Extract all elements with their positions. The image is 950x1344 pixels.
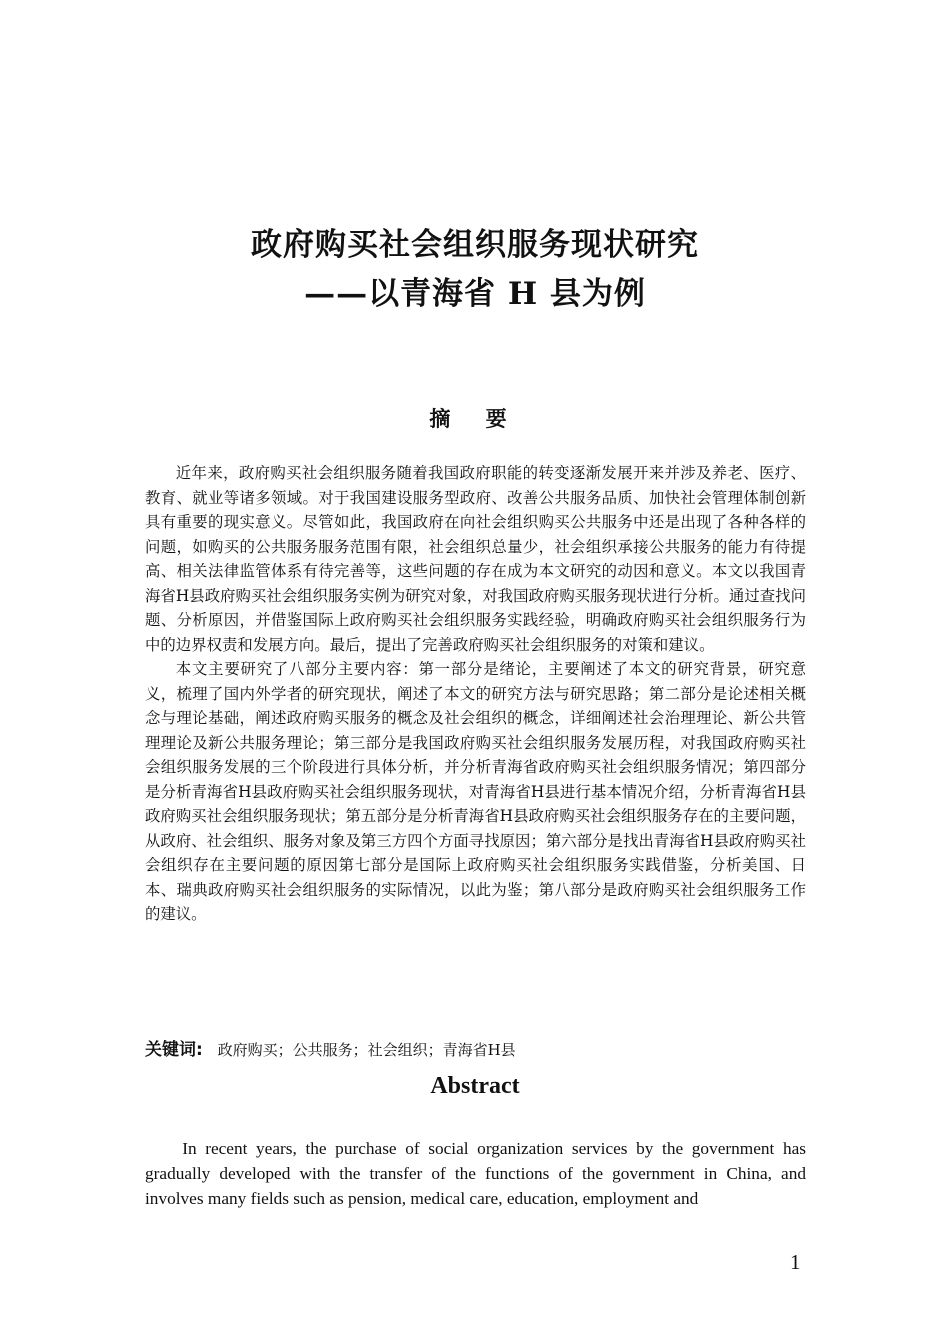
abstract-cn-body [145, 461, 806, 927]
title-line-2: ——以青海省 H 县为例 [304, 276, 646, 312]
abstract-en-body [145, 1136, 806, 1211]
title-line-1: 政府购买社会组织服务现状研究 [251, 227, 699, 263]
page-number: 1 [790, 1250, 801, 1274]
keywords-label: 关键词: [145, 1040, 203, 1060]
abstract-en-heading: Abstract [430, 1073, 520, 1099]
abstract-cn-paragraph-1: 近年来，政府购买社会组织服务随着我国政府职能的转变逐渐发展开来并涉及养老、医疗、教育、就业等诸多领域。对于我国建设服务型政府、改善公共服务品质、加快社会管理体制创新具有重要的现实意义。尽管如此，我国政府在向社会组织购买公共服务中还是出现了各种各样的问题，如购买的公共服务服务范围有限，社会组织总量少，社会组织承接公共服务的能力有待提高、相关法律监管体系有待完善等，这些问题的存在成为本文研究的动因和意义。本文以我国青海省H县政府购买社会组织服务实例为研究对象，对我国政府购买服务现状进行分析。通过查找问题、分析原因，并借鉴国际上政府购买社会组织服务实践经验，明确政府购买社会组织服务行为中的边界权责和发展方向。最后，提出了完善政府购买社会组织服务的对策和建议。 [145, 464, 806, 654]
keywords-line [145, 1038, 806, 1062]
abstract-cn-heading: 摘 要 [429, 406, 521, 431]
abstract-cn-paragraph-2: 本文主要研究了八部分主要内容：第一部分是绪论，主要阐述了本文的研究背景，研究意义，梳理了国内外学者的研究现状，阐述了本文的研究方法与研究思路；第二部分是论述相关概念与理论基础，阐述政府购买服务的概念及社会组织的概念，详细阐述社会治理理论、新公共管理理论及新公共服务理论；第三部分是我国政府购买社会组织服务发展历程，对我国政府购买社会组织服务发展的三个阶段进行具体分析，并分析青海省政府购买社会组织服务情况；第四部分是分析青海省H县政府购买社会组织服务现状，对青海省H县进行基本情况介绍，分析青海省H县政府购买社会组织服务现状；第五部分是分析青海省H县政府购买社会组织服务存在的主要问题，从政府、社会组织、服务对象及第三方四个方面寻找原因；第六部分是找出青海省H县政府购买社会组织存在主要问题的原因第七部分是国际上政府购买社会组织服务实践借鉴，分析美国、日本、瑞典政府购买社会组织服务的实际情况，以此为鉴；第八部分是政府购买社会组织服务工作的建议。 [145, 660, 806, 923]
keywords-values: 政府购买；公共服务；社会组织；青海省H县 [217, 1041, 516, 1059]
abstract-en-paragraph: In recent years, the purchase of social organization services by the government has gradually developed with the transfer of the functions of the government in China, and involves many fields such as pension, medical care, education, employment and [145, 1139, 806, 1208]
